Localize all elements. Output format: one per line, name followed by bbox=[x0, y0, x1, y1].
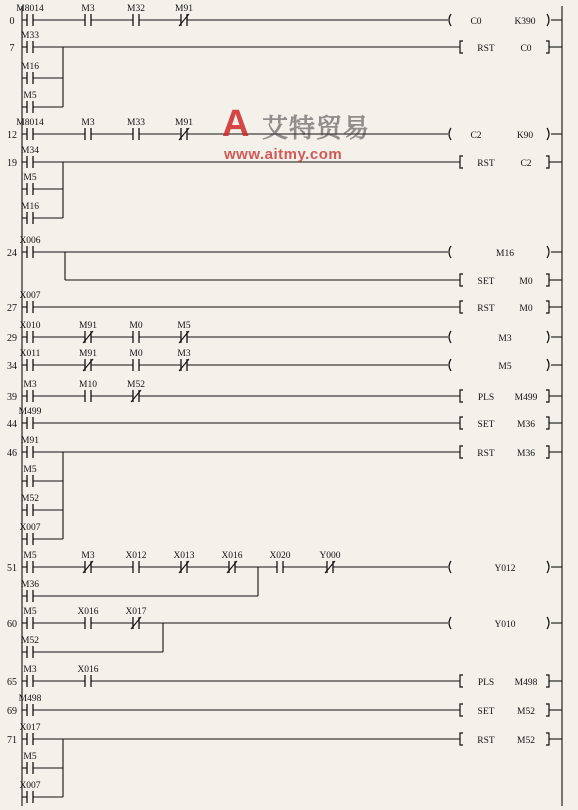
contact-label-X016: X016 bbox=[77, 665, 99, 675]
contact-label-M498: M498 bbox=[18, 694, 42, 704]
contact-label-M499: M499 bbox=[18, 407, 42, 417]
contact-label-M33: M33 bbox=[21, 31, 39, 41]
contact-label-M8014: M8014 bbox=[16, 118, 44, 128]
instruction-operand-M36: M36 bbox=[517, 449, 535, 459]
coil-operand-C2: C2 bbox=[470, 131, 482, 141]
instruction-operand-M0: M0 bbox=[519, 277, 533, 287]
coil-operand-Y012: Y012 bbox=[494, 564, 516, 574]
instruction-operand-C0: C0 bbox=[520, 44, 532, 54]
step-number-12: 12 bbox=[7, 130, 17, 141]
instruction-operand-M36: M36 bbox=[517, 420, 535, 430]
instruction-operand-C2: C2 bbox=[520, 159, 532, 169]
contact-label-M52: M52 bbox=[21, 494, 39, 504]
contact-label-X013: X013 bbox=[173, 551, 195, 561]
contact-label-M3: M3 bbox=[23, 665, 37, 675]
contact-label-M10: M10 bbox=[79, 380, 97, 390]
step-number-7: 7 bbox=[9, 43, 15, 54]
instruction-RST: RST bbox=[477, 44, 495, 54]
watermark-company-name: 艾特贸易 bbox=[262, 114, 371, 144]
step-number-65: 65 bbox=[7, 677, 17, 688]
step-number-39: 39 bbox=[7, 392, 17, 403]
contact-label-M16: M16 bbox=[21, 62, 39, 72]
coil-operand-M5: M5 bbox=[498, 362, 512, 372]
contact-label-M5: M5 bbox=[23, 465, 37, 475]
step-number-44: 44 bbox=[7, 419, 17, 430]
contact-label-X016: X016 bbox=[77, 607, 99, 617]
coil-operand-C0: C0 bbox=[470, 17, 482, 27]
contact-label-M16: M16 bbox=[21, 202, 39, 212]
contact-label-M91: M91 bbox=[79, 321, 97, 331]
step-number-51: 51 bbox=[7, 563, 17, 574]
contact-label-M52: M52 bbox=[127, 380, 145, 390]
instruction-RST: RST bbox=[477, 304, 495, 314]
instruction-PLS: PLS bbox=[477, 393, 495, 403]
contact-label-M5: M5 bbox=[23, 91, 37, 101]
coil-preset-K90: K90 bbox=[516, 131, 534, 141]
contact-label-X007: X007 bbox=[19, 291, 41, 301]
contact-label-M5: M5 bbox=[177, 321, 191, 331]
contact-label-M0: M0 bbox=[129, 321, 143, 331]
contact-label-M32: M32 bbox=[127, 4, 145, 14]
contact-label-X017: X017 bbox=[125, 607, 147, 617]
watermark-logo-mark: A bbox=[222, 103, 250, 145]
step-number-0: 0 bbox=[9, 16, 15, 27]
coil-operand-M16: M16 bbox=[496, 249, 514, 259]
instruction-SET: SET bbox=[477, 277, 495, 287]
instruction-RST: RST bbox=[477, 159, 495, 169]
step-number-29: 29 bbox=[7, 333, 17, 344]
contact-label-M91: M91 bbox=[79, 349, 97, 359]
contact-label-M3: M3 bbox=[81, 551, 95, 561]
instruction-operand-M52: M52 bbox=[517, 707, 535, 717]
instruction-PLS: PLS bbox=[477, 678, 495, 688]
contact-label-M91: M91 bbox=[175, 118, 193, 128]
contact-label-X006: X006 bbox=[19, 236, 41, 246]
contact-label-M91: M91 bbox=[175, 4, 193, 14]
contact-label-M33: M33 bbox=[127, 118, 145, 128]
contact-label-M3: M3 bbox=[23, 380, 37, 390]
contact-label-M3: M3 bbox=[81, 118, 95, 128]
contact-label-X012: X012 bbox=[125, 551, 147, 561]
contact-label-M0: M0 bbox=[129, 349, 143, 359]
step-number-24: 24 bbox=[7, 248, 17, 259]
step-number-60: 60 bbox=[7, 619, 17, 630]
contact-label-M8014: M8014 bbox=[16, 4, 44, 14]
contact-label-X020: X020 bbox=[269, 551, 291, 561]
contact-label-M5: M5 bbox=[23, 752, 37, 762]
contact-label-X011: X011 bbox=[19, 349, 41, 359]
step-number-46: 46 bbox=[7, 448, 17, 459]
step-number-69: 69 bbox=[7, 706, 17, 717]
contact-label-Y000: Y000 bbox=[319, 551, 341, 561]
instruction-SET: SET bbox=[477, 707, 495, 717]
instruction-SET: SET bbox=[477, 420, 495, 430]
watermark-url: www.aitmy.com bbox=[224, 146, 343, 163]
instruction-RST: RST bbox=[477, 736, 495, 746]
contact-label-M3: M3 bbox=[177, 349, 191, 359]
contact-label-X016: X016 bbox=[221, 551, 243, 561]
contact-label-X007: X007 bbox=[19, 523, 41, 533]
instruction-operand-M0: M0 bbox=[519, 304, 533, 314]
contact-label-M36: M36 bbox=[21, 580, 39, 590]
step-number-27: 27 bbox=[7, 303, 17, 314]
coil-operand-M3: M3 bbox=[498, 334, 512, 344]
instruction-RST: RST bbox=[477, 449, 495, 459]
contact-label-X007: X007 bbox=[19, 781, 41, 791]
step-number-34: 34 bbox=[7, 361, 17, 372]
contact-label-M5: M5 bbox=[23, 173, 37, 183]
instruction-operand-M498: M498 bbox=[514, 678, 538, 688]
step-number-19: 19 bbox=[7, 158, 17, 169]
coil-preset-K390: K390 bbox=[514, 17, 536, 27]
contact-label-M91: M91 bbox=[21, 436, 39, 446]
contact-label-M52: M52 bbox=[21, 636, 39, 646]
contact-label-M5: M5 bbox=[23, 607, 37, 617]
contact-label-X017: X017 bbox=[19, 723, 41, 733]
instruction-operand-M52: M52 bbox=[517, 736, 535, 746]
contact-label-X010: X010 bbox=[19, 321, 41, 331]
coil-operand-Y010: Y010 bbox=[494, 620, 516, 630]
instruction-operand-M499: M499 bbox=[514, 393, 538, 403]
contact-label-M5: M5 bbox=[23, 551, 37, 561]
step-number-71: 71 bbox=[7, 735, 17, 746]
contact-label-M34: M34 bbox=[21, 146, 39, 156]
contact-label-M3: M3 bbox=[81, 4, 95, 14]
